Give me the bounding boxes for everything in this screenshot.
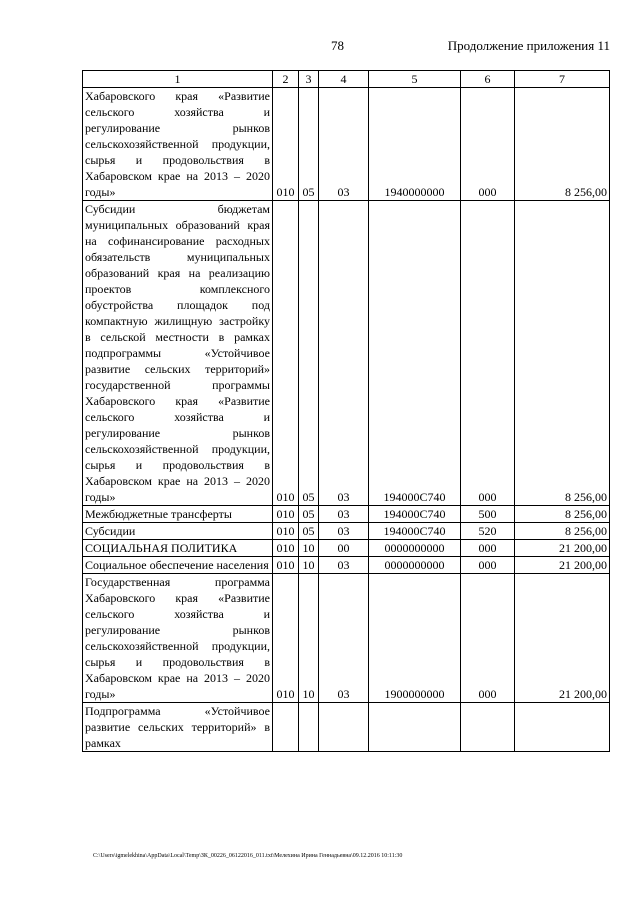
cell-subsection: 03 [319, 574, 369, 703]
cell-code: 010 [273, 557, 299, 574]
cell-section: 05 [299, 506, 319, 523]
cell-section: 10 [299, 540, 319, 557]
column-header: 7 [515, 71, 610, 88]
cell-subsection: 00 [319, 540, 369, 557]
table-row [83, 201, 610, 506]
cell-section: 05 [299, 88, 319, 201]
cell-amount: 21 200,00 [515, 574, 610, 703]
cell-target [369, 703, 461, 752]
cell-code: 010 [273, 88, 299, 201]
column-header: 2 [273, 71, 299, 88]
cell-amount: 21 200,00 [515, 540, 610, 557]
column-header: 4 [319, 71, 369, 88]
cell-type [461, 703, 515, 752]
cell-code [273, 703, 299, 752]
cell-subsection [319, 703, 369, 752]
cell-type: 000 [461, 557, 515, 574]
cell-amount [515, 703, 610, 752]
cell-code: 010 [273, 523, 299, 540]
cell-section [299, 703, 319, 752]
cell-target: 194000C740 [369, 201, 461, 506]
cell-subsection: 03 [319, 88, 369, 201]
cell-type: 500 [461, 506, 515, 523]
cell-type: 000 [461, 88, 515, 201]
table-row [83, 557, 610, 574]
file-path-footer: C:\Users\igmelekhina\AppData\Local\Temp\ЗК_00226_06122016_011.txt\Мелехина Ирина Геннадьевна\09.12.2016 10:11:30 [93, 853, 403, 859]
cell-target: 0000000000 [369, 557, 461, 574]
table-header-row [83, 71, 610, 88]
cell-amount: 8 256,00 [515, 201, 610, 506]
cell-target: 194000C740 [369, 523, 461, 540]
column-header: 5 [369, 71, 461, 88]
column-header: 1 [83, 71, 273, 88]
cell-type: 520 [461, 523, 515, 540]
table-row [83, 88, 610, 201]
row-name: Хабаровского края «Развитие сельского хозяйства и регулирование рынков сельскохозяйственной продукции, сырья и продовольствия в Хабаровском крае на 2013 – 2020 годы» [83, 88, 273, 201]
row-name: Субсидии [83, 523, 273, 540]
cell-amount: 8 256,00 [515, 506, 610, 523]
cell-section: 05 [299, 523, 319, 540]
cell-subsection: 03 [319, 523, 369, 540]
table-row [83, 540, 610, 557]
column-header: 6 [461, 71, 515, 88]
cell-amount: 21 200,00 [515, 557, 610, 574]
row-name: Подпрограмма «Устойчивое развитие сельских территорий» в рамках [83, 703, 273, 752]
row-name: СОЦИАЛЬНАЯ ПОЛИТИКА [83, 540, 273, 557]
cell-target: 194000C740 [369, 506, 461, 523]
cell-code: 010 [273, 574, 299, 703]
cell-target: 0000000000 [369, 540, 461, 557]
column-header: 3 [299, 71, 319, 88]
cell-subsection: 03 [319, 506, 369, 523]
budget-table [82, 70, 610, 752]
cell-code: 010 [273, 540, 299, 557]
cell-code: 010 [273, 201, 299, 506]
cell-type: 000 [461, 540, 515, 557]
row-name: Межбюджетные трансферты [83, 506, 273, 523]
table-row [83, 506, 610, 523]
table-row [83, 574, 610, 703]
cell-type: 000 [461, 201, 515, 506]
table-row [83, 703, 610, 752]
cell-code: 010 [273, 506, 299, 523]
cell-amount: 8 256,00 [515, 523, 610, 540]
cell-subsection: 03 [319, 557, 369, 574]
row-name: Социальное обеспечение населения [83, 557, 273, 574]
cell-section: 10 [299, 557, 319, 574]
cell-target: 1940000000 [369, 88, 461, 201]
cell-type: 000 [461, 574, 515, 703]
continuation-label: Продолжение приложения 11 [447, 38, 610, 53]
cell-section: 05 [299, 201, 319, 506]
cell-section: 10 [299, 574, 319, 703]
row-name: Субсидии бюджетам муниципальных образований края на софинансирование расходных обязательств муниципальных образований края на реализацию проектов комплексного обустройства площадок под компактную жилищную застройку в сельской местности в рамках подпрограммы «Устойчивое развитие сельских территорий» государственной программы Хабаровского края «Развитие сельского хозяйства и регулирование рынков сельскохозяйственной продукции, сырья и продовольствия в Хабаровском крае на 2013 – 2020 годы» [83, 201, 273, 506]
cell-target: 1900000000 [369, 574, 461, 703]
row-name: Государственная программа Хабаровского края «Развитие сельского хозяйства и регулирование рынков сельскохозяйственной продукции, сырья и продовольствия в Хабаровском крае на 2013 – 2020 годы» [83, 574, 273, 703]
cell-subsection: 03 [319, 201, 369, 506]
cell-amount: 8 256,00 [515, 88, 610, 201]
page-number: 78 [331, 38, 344, 53]
table-row [83, 523, 610, 540]
